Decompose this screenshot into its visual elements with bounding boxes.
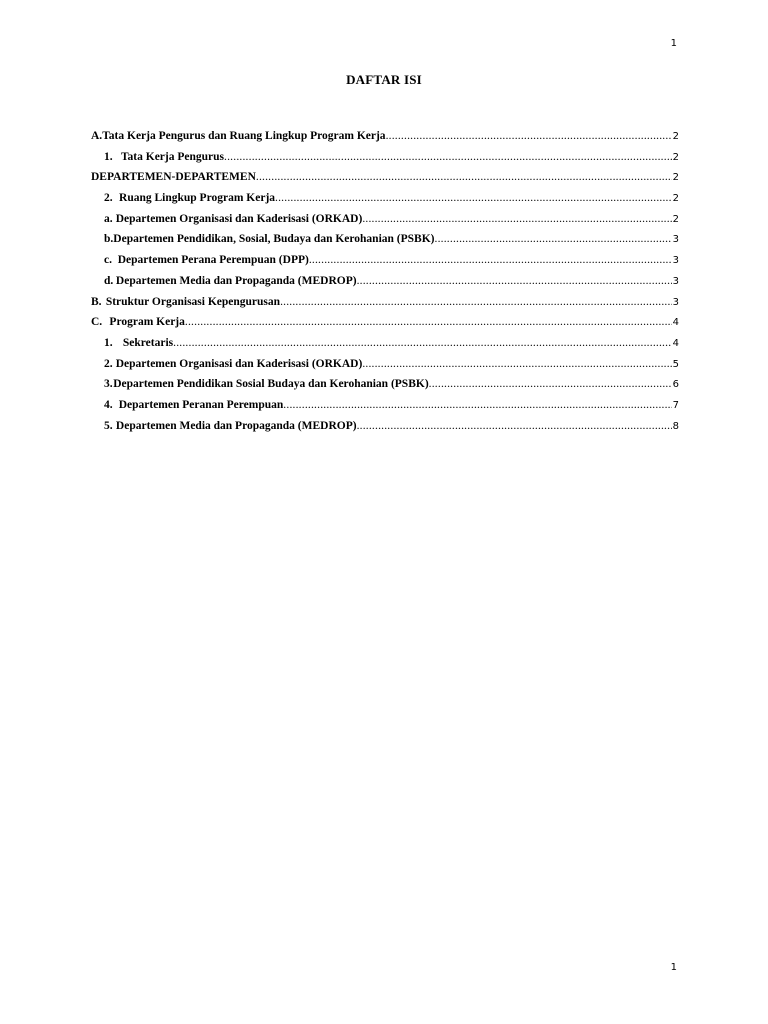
toc-entry-page-number: 6 bbox=[672, 379, 679, 391]
toc-entry-page-number: 3 bbox=[672, 234, 679, 246]
toc-leader-dots bbox=[362, 358, 671, 370]
toc-entry-marker: 2. bbox=[104, 192, 113, 205]
toc-leader-dots bbox=[386, 130, 672, 142]
toc-entry-text: Departemen Organisasi dan Kaderisasi (ORKAD) bbox=[115, 212, 363, 225]
toc-entry-text: Departemen Peranan Perempuan bbox=[118, 398, 284, 411]
toc-entry-page-number: 8 bbox=[672, 420, 679, 432]
toc-entry-marker: a. bbox=[104, 212, 113, 225]
toc-entry-marker: 3. bbox=[104, 378, 113, 391]
toc-entry-marker: 2. bbox=[104, 357, 113, 370]
toc-entry-page-number: 3 bbox=[672, 255, 679, 267]
toc-entry-marker: 4. bbox=[104, 398, 113, 411]
toc-entry-page-number: 3 bbox=[672, 296, 679, 308]
table-of-contents bbox=[91, 130, 679, 440]
toc-leader-dots bbox=[173, 337, 672, 349]
toc-entry[interactable] bbox=[91, 233, 679, 254]
footer-page-number: 1 bbox=[670, 962, 677, 973]
toc-entry-marker: 1. bbox=[104, 150, 113, 163]
toc-entry[interactable] bbox=[91, 399, 679, 420]
toc-entry-text: DEPARTEMEN-DEPARTEMEN bbox=[91, 171, 256, 184]
toc-entry-marker: C. bbox=[91, 316, 103, 329]
toc-entry-text: Departemen Perana Perempuan (DPP) bbox=[117, 254, 309, 267]
toc-entry-text: Departemen Pendidikan Sosial Budaya dan Kerohanian (PSBK) bbox=[113, 378, 429, 391]
toc-leader-dots bbox=[429, 378, 672, 390]
toc-leader-dots bbox=[309, 254, 672, 266]
toc-entry-page-number: 4 bbox=[672, 337, 679, 349]
toc-entry-text: Ruang Lingkup Program Kerja bbox=[119, 192, 276, 205]
toc-entry-text: Departemen Media dan Propaganda (MEDROP) bbox=[115, 419, 357, 432]
toc-leader-dots bbox=[362, 213, 671, 225]
toc-entry[interactable] bbox=[91, 151, 679, 172]
toc-entry-text: Departemen Pendidikan, Sosial, Budaya dan Kerohanian (PSBK) bbox=[113, 233, 435, 246]
toc-entry-text: Struktur Organisasi Kepengurusan bbox=[105, 295, 281, 308]
header-page-number: 1 bbox=[670, 38, 677, 49]
toc-entry[interactable] bbox=[91, 254, 679, 275]
toc-entry[interactable] bbox=[91, 192, 679, 213]
toc-entry[interactable] bbox=[91, 296, 679, 317]
toc-entry-page-number: 2 bbox=[672, 131, 679, 142]
toc-entry-marker: A. bbox=[91, 130, 103, 142]
toc-entry[interactable] bbox=[91, 213, 679, 234]
toc-leader-dots bbox=[256, 171, 672, 183]
toc-entry-text: Program Kerja bbox=[109, 316, 185, 329]
toc-entry-text: Sekretaris bbox=[122, 336, 174, 349]
toc-leader-dots bbox=[357, 275, 672, 287]
toc-entry-marker: B. bbox=[91, 295, 102, 308]
toc-entry-marker: b. bbox=[104, 233, 114, 246]
toc-entry[interactable] bbox=[91, 337, 679, 358]
toc-entry-marker: d. bbox=[104, 274, 114, 287]
toc-entry[interactable] bbox=[91, 316, 679, 337]
toc-entry[interactable] bbox=[91, 358, 679, 379]
toc-entry-text: Tata Kerja Pengurus bbox=[120, 150, 225, 163]
toc-entry-page-number: 2 bbox=[672, 193, 679, 205]
toc-entry-page-number: 4 bbox=[672, 317, 679, 329]
toc-entry-marker: c. bbox=[104, 254, 112, 267]
toc-leader-dots bbox=[185, 316, 672, 328]
toc-entry[interactable] bbox=[91, 130, 679, 151]
toc-entry[interactable] bbox=[91, 171, 679, 192]
toc-entry[interactable] bbox=[91, 420, 679, 441]
toc-entry-page-number: 2 bbox=[672, 172, 679, 184]
toc-entry-text: Departemen Organisasi dan Kaderisasi (ORKAD) bbox=[115, 357, 363, 370]
toc-entry[interactable] bbox=[91, 378, 679, 399]
toc-leader-dots bbox=[275, 192, 672, 204]
toc-entry-text: Tata Kerja Pengurus dan Ruang Lingkup Program Kerja bbox=[102, 130, 386, 142]
toc-entry-text: Departemen Media dan Propaganda (MEDROP) bbox=[115, 274, 357, 287]
toc-entry-page-number: 7 bbox=[672, 399, 679, 411]
toc-leader-dots bbox=[283, 399, 671, 411]
toc-entry-marker: 5. bbox=[104, 419, 113, 432]
toc-entry-marker: 1. bbox=[104, 336, 113, 349]
toc-leader-dots bbox=[435, 233, 672, 245]
toc-entry-page-number: 2 bbox=[672, 151, 679, 163]
toc-leader-dots bbox=[357, 420, 672, 432]
toc-entry[interactable] bbox=[91, 275, 679, 296]
toc-leader-dots bbox=[224, 151, 672, 163]
document-title: DAFTAR ISI bbox=[346, 72, 422, 87]
toc-leader-dots bbox=[280, 296, 672, 308]
toc-entry-page-number: 5 bbox=[672, 358, 679, 370]
toc-entry-page-number: 3 bbox=[672, 275, 679, 287]
toc-entry-page-number: 2 bbox=[672, 213, 679, 225]
